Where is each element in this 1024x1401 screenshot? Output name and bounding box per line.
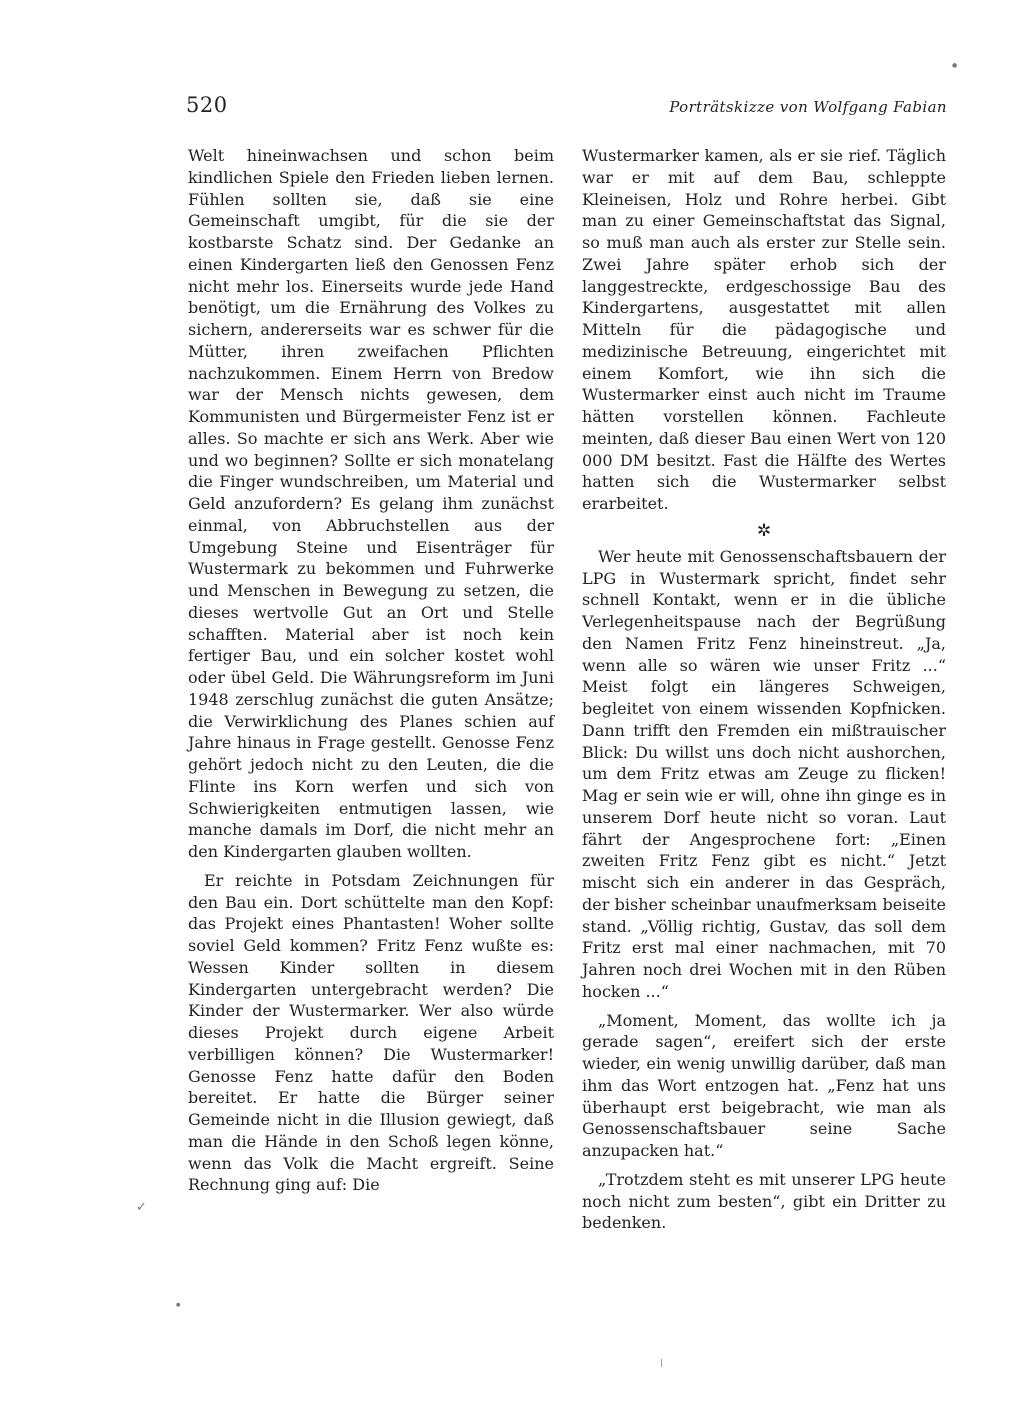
margin-pencil-mark: ✓ xyxy=(136,1200,147,1215)
scan-speck: ● xyxy=(176,1302,181,1308)
left-paragraph-2: Er reichte in Potsdam Zeichnungen für den Bau ein. Dort schüttelte man den Kopf: das Projekt eines Phantasten! Woher sollte soviel Geld kommen? Fritz Fenz wußte es: Wessen Kinder sollten in diesem Kindergarten untergebracht werden? Die Kinder der Wustermarker. Wer also würde dieses Projekt durch eigene Arbeit verbilligen können? Die Wustermarker! Genosse Fenz hatte dafür den Boden bereitet. Er hatte die Bürger seiner Gemeinde nicht in die Illusion gewiegt, daß man die Hände in den Schoß legen könne, wenn das Volk die Macht ergreift. Seine Rechnung ging auf: Die xyxy=(188,870,554,1195)
right-paragraph-3: „Moment, Moment, das wollte ich ja gerade sagen“, ereifert sich der erste wieder, ein wenig unwillig darüber, daß man ihm das Wort entzogen hat. „Fenz hat uns überhaupt erst beigebracht, wie man als Genossenschaftsbauer seine Sache anzupacken hat.“ xyxy=(582,1010,946,1160)
page-number: 520 xyxy=(186,93,228,117)
scan-speck: | xyxy=(660,1358,663,1367)
left-column xyxy=(188,145,554,1196)
left-paragraph-1: Welt hineinwachsen und schon beim kindlichen Spiele den Frieden lieben lernen. Fühlen sollten sie, daß sie eine Gemeinschaft umgibt, für die sie der kostbarste Schatz sind. Der Gedanke an einen Kindergarten ließ den Genossen Fenz nicht mehr los. Einerseits wurde jede Hand benötigt, um die Ernährung des Volkes zu sichern, andererseits war es schwer für die Mütter, ihren zweifachen Pflichten nachzukommen. Einem Herrn von Bredow war der Mensch nichts gewesen, dem Kommunisten und Bürgermeister Fenz ist er alles. So machte er sich ans Werk. Aber wie und wo beginnen? Sollte er sich monatelang die Finger wundschreiben, um Material und Geld anzufordern? Es gelang ihm zunächst einmal, von Abbruchstellen aus der Umgebung Steine und Eisenträger für Wustermark zu bekommen und Fuhrwerke und Menschen in Bewegung zu setzen, die dieses wertvolle Gut an Ort und Stelle schafften. Material aber ist noch kein fertiger Bau, und ein solcher kostet wohl oder übel Geld. Die Währungsreform im Juni 1948 zerschlug zunächst die guten Ansätze; die Verwirklichung des Planes schien auf Jahre hinaus in Frage gestellt. Genosse Fenz gehört jedoch nicht zu den Leuten, die die Flinte ins Korn werfen und sich von Schwierigkeiten entmutigen lassen, wie manche damals im Dorf, die nicht mehr an den Kindergarten glauben wollten. xyxy=(188,146,554,861)
running-title: Porträtskizze von Wolfgang Fabian xyxy=(669,98,947,116)
right-column xyxy=(582,145,946,1234)
right-paragraph-4: „Trotzdem steht es mit unserer LPG heute noch nicht zum besten“, gibt ein Dritter zu bedenken. xyxy=(582,1169,946,1233)
section-break-ornament: ✲ xyxy=(756,520,772,541)
right-paragraph-2: Wer heute mit Genossenschaftsbauern der LPG in Wustermark spricht, findet sehr schnell Kontakt, wenn er in die übliche Verlegenheitspause nach der Begrüßung den Namen Fritz Fenz hineinstreut. „Ja, wenn alle so wären wie unser Fritz ...“ Meist folgt ein längeres Schweigen, begleitet von einem wissenden Kopfnicken. Dann trifft den Fremden ein mißtrauischer Blick: Du willst uns doch nicht aushorchen, um dem Fritz etwas am Zeuge zu flicken! Mag er sein wie er will, ohne ihn ginge es in unserem Dorf heute nicht so voran. Laut fährt der Angesprochene fort: „Einen zweiten Fritz Fenz gibt es nicht.“ Jetzt mischt sich ein anderer in das Gespräch, der bisher scheinbar unaufmerksam beiseite stand. „Völlig richtig, Gustav, das soll dem Fritz erst mal einer nachmachen, mit 70 Jahren noch drei Wochen mit in den Rüben hocken ...“ xyxy=(582,546,946,1001)
scan-speck: ● xyxy=(952,62,958,69)
right-paragraph-1: Wustermarker kamen, als er sie rief. Täglich war er mit auf dem Bau, schleppte Kleineisen, Holz und Rohre herbei. Gibt man zu einer Gemeinschaftstat das Signal, so muß man auch als erster zur Stelle sein. Zwei Jahre später erhob sich der langgestreckte, erdgeschossige Bau des Kindergartens, ausgestattet mit allen Mitteln für die pädagogische und medizinische Betreuung, eingerichtet mit einem Komfort, wie ihn sich die Wustermarker einst auch nicht im Traume hätten vorstellen können. Fachleute meinten, daß dieser Bau einen Wert von 120 000 DM besitzt. Fast die Hälfte des Wertes hatten sich die Wustermarker selbst erarbeitet. xyxy=(582,146,946,513)
